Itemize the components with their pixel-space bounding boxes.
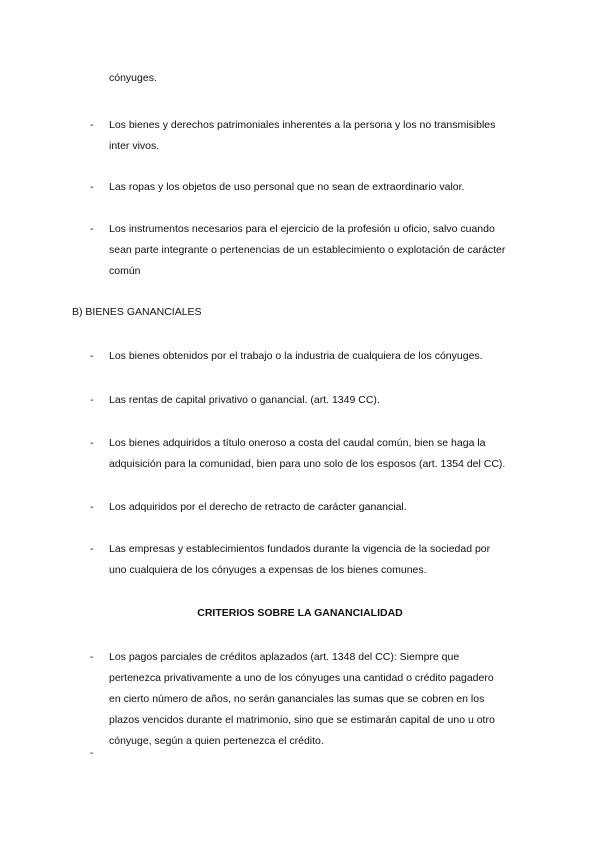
- list-item-text: Los adquiridos por el derecho de retracto de carácter ganancial.: [109, 501, 407, 513]
- bullet-dash: -: [90, 350, 94, 362]
- list-item-text: Las ropas y los objetos de uso personal que no sean de extraordinario valor.: [109, 181, 465, 193]
- list-item: [90, 390, 550, 411]
- bullet-dash: -: [90, 223, 94, 235]
- list-item-text: Los bienes adquiridos a título oneroso a costa del caudal común, bien se haga la adquisición para la comunidad, bien para uno solo de los esposos (art. 1354 del CC).: [109, 437, 506, 470]
- list-item: [90, 647, 550, 752]
- list-item-text: Los bienes y derechos patrimoniales inherentes a la persona y los no transmisibles inter vivos.: [109, 119, 496, 152]
- continuation-text: cónyuges.: [109, 72, 157, 84]
- bullet-dash: -: [90, 181, 94, 193]
- bullet-dash: -: [90, 437, 94, 449]
- list-item: [90, 433, 550, 475]
- list-item-text: Los instrumentos necesarios para el ejercicio de la profesión u oficio, salvo cuando sean parte integrante o pertenencias de un establecimiento o explotación de carácter común: [109, 223, 506, 277]
- list-item-text: Las empresas y establecimientos fundados durante la vigencia de la sociedad por uno cualquiera de los cónyuges a expensas de los bienes comunes.: [109, 543, 491, 576]
- bullet-dash: -: [90, 543, 94, 555]
- bullet-dash: -: [90, 651, 94, 663]
- bullet-dash: -: [90, 501, 94, 513]
- criteria-title: CRITERIOS SOBRE LA GANANCIALIDAD: [197, 607, 403, 619]
- list-item-text: Los pagos parciales de créditos aplazados (art. 1348 del CC): Siempre que pertenezca privativamente a uno de los cónyuges una cantidad o crédito pagadero en cierto número de años, no serán gananciales las sumas que se cobren en los plazos vencidos durante el matrimonio, sino que se estimarán capital de uno u otro cónyuge, según a quien pertenezca el crédito.: [109, 651, 495, 747]
- list-item: [90, 219, 550, 282]
- list-item: [90, 177, 550, 198]
- list-item: [90, 497, 550, 518]
- bullet-dash: -: [90, 747, 94, 759]
- list-item-text: Las rentas de capital privativo o ganancial. (art. 1349 CC).: [109, 394, 380, 406]
- section-b-heading: B) BIENES GANANCIALES: [72, 306, 202, 318]
- list-item-text: Los bienes obtenidos por el trabajo o la industria de cualquiera de los cónyuges.: [109, 350, 483, 362]
- list-item: [90, 346, 550, 367]
- list-item: [90, 115, 550, 157]
- bullet-dash: -: [90, 119, 94, 131]
- list-item: [90, 539, 550, 581]
- bullet-dash: -: [90, 394, 94, 406]
